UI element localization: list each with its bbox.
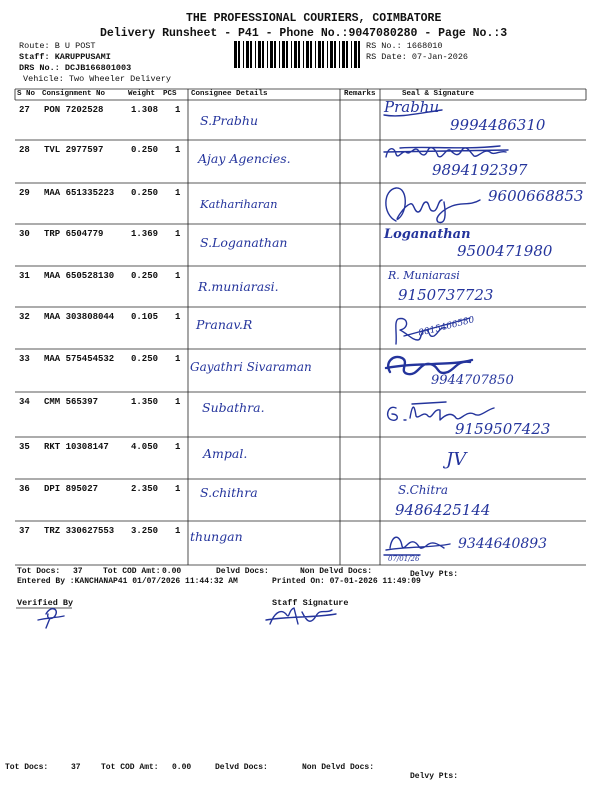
barcode-bar bbox=[342, 41, 345, 68]
barcode-bar bbox=[354, 41, 357, 68]
barcode-bar bbox=[255, 41, 256, 68]
consignment-number: TVL 2977597 bbox=[44, 145, 104, 155]
pieces: 1 bbox=[175, 354, 181, 364]
pieces: 1 bbox=[175, 271, 181, 281]
barcode-bar bbox=[339, 41, 340, 68]
table-row bbox=[0, 100, 600, 140]
weight: 1.350 bbox=[131, 397, 159, 407]
staff-signature bbox=[266, 608, 336, 624]
serial-number: 27 bbox=[19, 105, 30, 115]
table-row bbox=[0, 392, 600, 437]
rs-date: RS Date: 07-Jan-2026 bbox=[366, 52, 469, 62]
weight: 0.250 bbox=[131, 271, 159, 281]
page-delvy-pts-label: Delvy Pts: bbox=[410, 772, 459, 781]
weight: 0.250 bbox=[131, 354, 159, 364]
signature-phone: 9150737723 bbox=[398, 286, 494, 304]
barcode-bar bbox=[358, 41, 360, 68]
consignee-name: Subathra. bbox=[202, 400, 265, 415]
vehicle-type: Vehicle: Two Wheeler Delivery bbox=[23, 74, 171, 84]
table-row bbox=[0, 307, 600, 349]
barcode-bar bbox=[306, 41, 309, 68]
barcode-bar bbox=[291, 41, 292, 68]
barcode-bar bbox=[310, 41, 312, 68]
barcode-bar bbox=[330, 41, 333, 68]
signature-name: S.Chitra bbox=[398, 483, 449, 497]
weight: 0.250 bbox=[131, 145, 159, 155]
signature-phone: 8015466580 bbox=[417, 315, 476, 339]
barcode-bar bbox=[351, 41, 352, 68]
pieces: 1 bbox=[175, 484, 181, 494]
pieces: 1 bbox=[175, 526, 181, 536]
consignee-name: Ajay Agencies. bbox=[198, 151, 291, 166]
page-tot-cod-label: Tot COD Amt: bbox=[101, 763, 159, 772]
barcode-bar bbox=[334, 41, 336, 68]
consignment-number: CMM 565397 bbox=[44, 397, 99, 407]
signature-name: R. Muniarasi bbox=[388, 269, 460, 282]
serial-number: 36 bbox=[19, 484, 30, 494]
signature-name: Prabhu bbox=[384, 98, 440, 116]
page-tot-cod-value: 0.00 bbox=[172, 763, 192, 772]
consignment-number: TRP 6504779 bbox=[44, 229, 104, 239]
table-row bbox=[0, 437, 600, 479]
barcode-bar bbox=[322, 41, 324, 68]
barcode-bar bbox=[267, 41, 268, 68]
weight: 2.350 bbox=[131, 484, 159, 494]
consignment-number: TRZ 330627553 bbox=[44, 526, 115, 536]
consignee-name: Kathariharan bbox=[200, 197, 278, 211]
barcode-bar bbox=[258, 41, 261, 68]
consignment-number: MAA 575454532 bbox=[44, 354, 115, 364]
printed-on: Printed On: 07-01-2026 11:49:09 bbox=[272, 577, 421, 586]
serial-number: 33 bbox=[19, 354, 30, 364]
tot-cod-label: Tot COD Amt: bbox=[103, 567, 161, 576]
serial-number: 35 bbox=[19, 442, 30, 452]
serial-number: 30 bbox=[19, 229, 30, 239]
consignee-name: R.muniarasi. bbox=[198, 279, 279, 294]
page-delvd-docs-label: Delvd Docs: bbox=[215, 763, 268, 772]
consignment-number: PON 7202528 bbox=[44, 105, 104, 115]
tot-docs-label: Tot Docs: bbox=[17, 567, 61, 576]
barcode-bar bbox=[286, 41, 288, 68]
serial-number: 32 bbox=[19, 312, 30, 322]
serial-number: 29 bbox=[19, 188, 30, 198]
rs-number: RS No.: 1668010 bbox=[366, 41, 443, 51]
signature-phone: 9344640893 bbox=[458, 536, 548, 552]
serial-number: 34 bbox=[19, 397, 30, 407]
barcode-bar bbox=[279, 41, 280, 68]
weight: 0.250 bbox=[131, 188, 159, 198]
column-header-weight: Weight bbox=[128, 90, 156, 98]
table-row bbox=[0, 521, 600, 565]
consignee-name: thungan bbox=[190, 529, 243, 544]
barcode-bar bbox=[262, 41, 264, 68]
table-row bbox=[0, 183, 600, 224]
signature-phone: 9486425144 bbox=[395, 501, 491, 519]
page-non-delvd-docs-label: Non Delvd Docs: bbox=[302, 763, 375, 772]
column-header-signature: Seal & Signature bbox=[402, 90, 475, 98]
company-name: THE PROFESSIONAL COURIERS, COIMBATORE bbox=[186, 12, 442, 25]
barcode-bar bbox=[282, 41, 285, 68]
pieces: 1 bbox=[175, 442, 181, 452]
pieces: 1 bbox=[175, 229, 181, 239]
pieces: 1 bbox=[175, 312, 181, 322]
barcode-bar bbox=[238, 41, 240, 68]
serial-number: 37 bbox=[19, 526, 30, 536]
barcode-bar bbox=[234, 41, 237, 68]
signature-phone: 9500471980 bbox=[457, 242, 553, 260]
verified-by-label: Verified By bbox=[17, 598, 74, 608]
column-header-pcs: PCS bbox=[163, 90, 177, 98]
tot-cod-value: 0.00 bbox=[162, 567, 182, 576]
weight: 0.105 bbox=[131, 312, 159, 322]
table-row bbox=[0, 479, 600, 521]
column-header-remarks: Remarks bbox=[344, 90, 376, 98]
consignee-name: Gayathri Sivaraman bbox=[190, 360, 312, 374]
barcode-bar bbox=[294, 41, 297, 68]
consignee-name: S.Prabhu bbox=[200, 113, 259, 128]
column-header-consignment: Consignment No bbox=[42, 90, 106, 98]
weight: 1.369 bbox=[131, 229, 159, 239]
runsheet-title: Delivery Runsheet - P41 - Phone No.:9047080280 - Page No.:3 bbox=[100, 27, 508, 40]
barcode-bar bbox=[274, 41, 276, 68]
barcode-bar bbox=[318, 41, 321, 68]
staff-name: Staff: KARUPPUSAMI bbox=[19, 52, 111, 62]
barcode-bar bbox=[270, 41, 273, 68]
consignee-name: Ampal. bbox=[203, 446, 248, 461]
staff-signature-label: Staff Signature bbox=[272, 598, 349, 608]
consignment-number: MAA 651335223 bbox=[44, 188, 115, 198]
tot-docs-value: 37 bbox=[73, 567, 83, 576]
page-tot-docs-label: Tot Docs: bbox=[5, 763, 49, 772]
signature-phone: 9944707850 bbox=[431, 373, 514, 388]
pieces: 1 bbox=[175, 145, 181, 155]
serial-number: 28 bbox=[19, 145, 30, 155]
entered-by: Entered By :KANCHANAP41 01/07/2026 11:44:32 AM bbox=[17, 577, 238, 586]
signature-date: 07/01/26 bbox=[388, 555, 420, 563]
barcode-bar bbox=[298, 41, 300, 68]
table-row bbox=[0, 266, 600, 307]
barcode bbox=[233, 41, 363, 68]
weight: 3.250 bbox=[131, 526, 159, 536]
table-row bbox=[0, 140, 600, 183]
consignee-name: S.Loganathan bbox=[200, 235, 288, 250]
table-row bbox=[0, 224, 600, 266]
consignment-number: MAA 650528130 bbox=[44, 271, 115, 281]
table-row bbox=[0, 349, 600, 392]
verifier-signature bbox=[38, 609, 64, 628]
weight: 1.308 bbox=[131, 105, 159, 115]
weight: 4.050 bbox=[131, 442, 159, 452]
signature-phone: 9159507423 bbox=[455, 420, 551, 438]
serial-number: 31 bbox=[19, 271, 30, 281]
non-delvd-docs-label: Non Delvd Docs: bbox=[300, 567, 373, 576]
barcode-bar bbox=[243, 41, 244, 68]
barcode-bar bbox=[327, 41, 328, 68]
delvd-docs-label: Delvd Docs: bbox=[216, 567, 269, 576]
pieces: 1 bbox=[175, 105, 181, 115]
pieces: 1 bbox=[175, 397, 181, 407]
consignment-number: MAA 303808044 bbox=[44, 312, 115, 322]
signature-phone: 9994486310 bbox=[450, 116, 546, 134]
consignment-number: DPI 895027 bbox=[44, 484, 99, 494]
signature-name: Loganathan bbox=[384, 227, 471, 242]
signature-name: JV bbox=[446, 449, 467, 470]
route: Route: B U POST bbox=[19, 41, 96, 51]
barcode-bar bbox=[303, 41, 304, 68]
consignee-name: S.chithra bbox=[200, 485, 258, 500]
consignee-name: Pranav.R bbox=[196, 317, 253, 332]
barcode-bar bbox=[315, 41, 316, 68]
column-header-consignee: Consignee Details bbox=[191, 90, 268, 98]
barcode-bar bbox=[250, 41, 252, 68]
consignment-number: RKT 10308147 bbox=[44, 442, 109, 452]
delvy-pts-label: Delvy Pts: bbox=[410, 570, 459, 579]
column-header-sno: S No bbox=[17, 90, 36, 98]
page-tot-docs-value: 37 bbox=[71, 763, 81, 772]
pieces: 1 bbox=[175, 188, 181, 198]
drs-number: DRS No.: DCJB166801003 bbox=[19, 63, 132, 73]
barcode-bar bbox=[346, 41, 348, 68]
barcode-bar bbox=[246, 41, 249, 68]
signature-phone: 9894192397 bbox=[432, 161, 528, 179]
signature-phone: 9600668853 bbox=[488, 187, 584, 205]
